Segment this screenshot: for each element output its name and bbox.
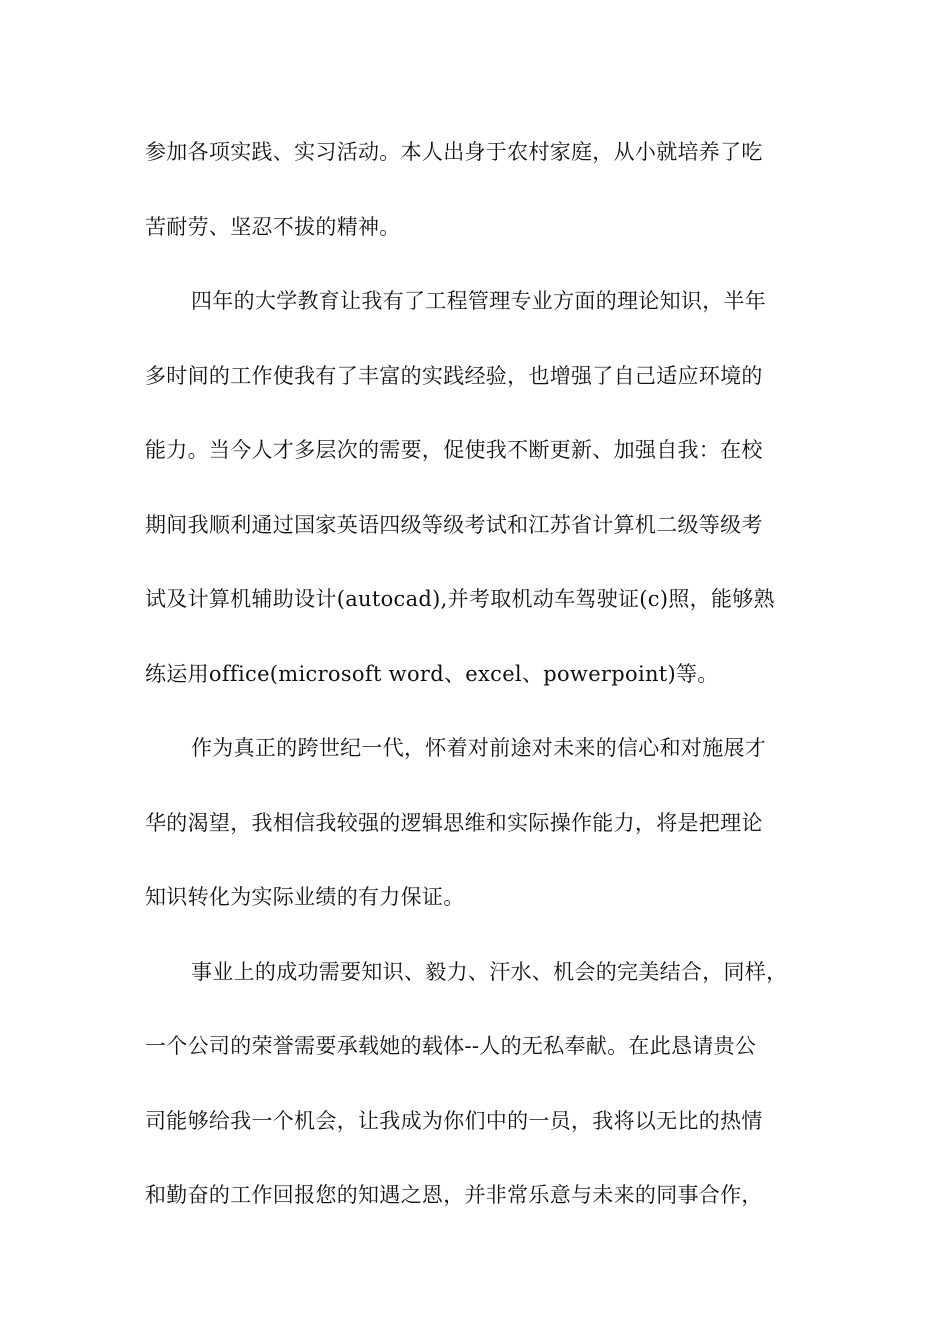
text-line: 期间我顺利通过国家英语四级等级考试和江苏省计算机二级等级考	[145, 512, 763, 537]
text-line: 作为真正的跨世纪一代，怀着对前途对未来的信心和对施展才	[191, 736, 767, 760]
text-line: 知识转化为实际业绩的有力保证。	[145, 885, 465, 909]
text-line: 参加各项实践、实习活动。本人出身于农村家庭，从小就培养了吃	[145, 140, 763, 164]
text-line: 能力。当今人才多层次的需要，促使我不断更新、加强自我：在校	[145, 438, 763, 462]
text-line: 事业上的成功需要知识、毅力、汗水、机会的完美结合，同样，	[191, 959, 788, 984]
text-line: 一个公司的荣誉需要承载她的载体--人的无私奉献。在此恳请贵公	[145, 1034, 757, 1058]
text-line: 司能够给我一个机会，让我成为你们中的一员，我将以无比的热情	[145, 1108, 763, 1133]
document-body	[145, 130, 835, 1248]
text-line: 试及计算机辅助设计(autocad),并考取机动车驾驶证(c)照，能够熟	[145, 587, 775, 611]
text-line: 多时间的工作使我有了丰富的实践经验，也增强了自己适应环境的	[145, 363, 763, 388]
text-line: 华的渴望，我相信我较强的逻辑思维和实际操作能力，将是把理论	[145, 810, 763, 835]
text-line: 四年的大学教育让我有了工程管理专业方面的理论知识，半年	[191, 289, 767, 313]
text-line: 苦耐劳、坚忍不拔的精神。	[145, 214, 401, 239]
text-line: 和勤奋的工作回报您的知遇之恩，并非常乐意与未来的同事合作，	[145, 1183, 763, 1207]
text-line: 练运用office(microsoft word、excel、powerpoint)等。	[145, 661, 719, 686]
